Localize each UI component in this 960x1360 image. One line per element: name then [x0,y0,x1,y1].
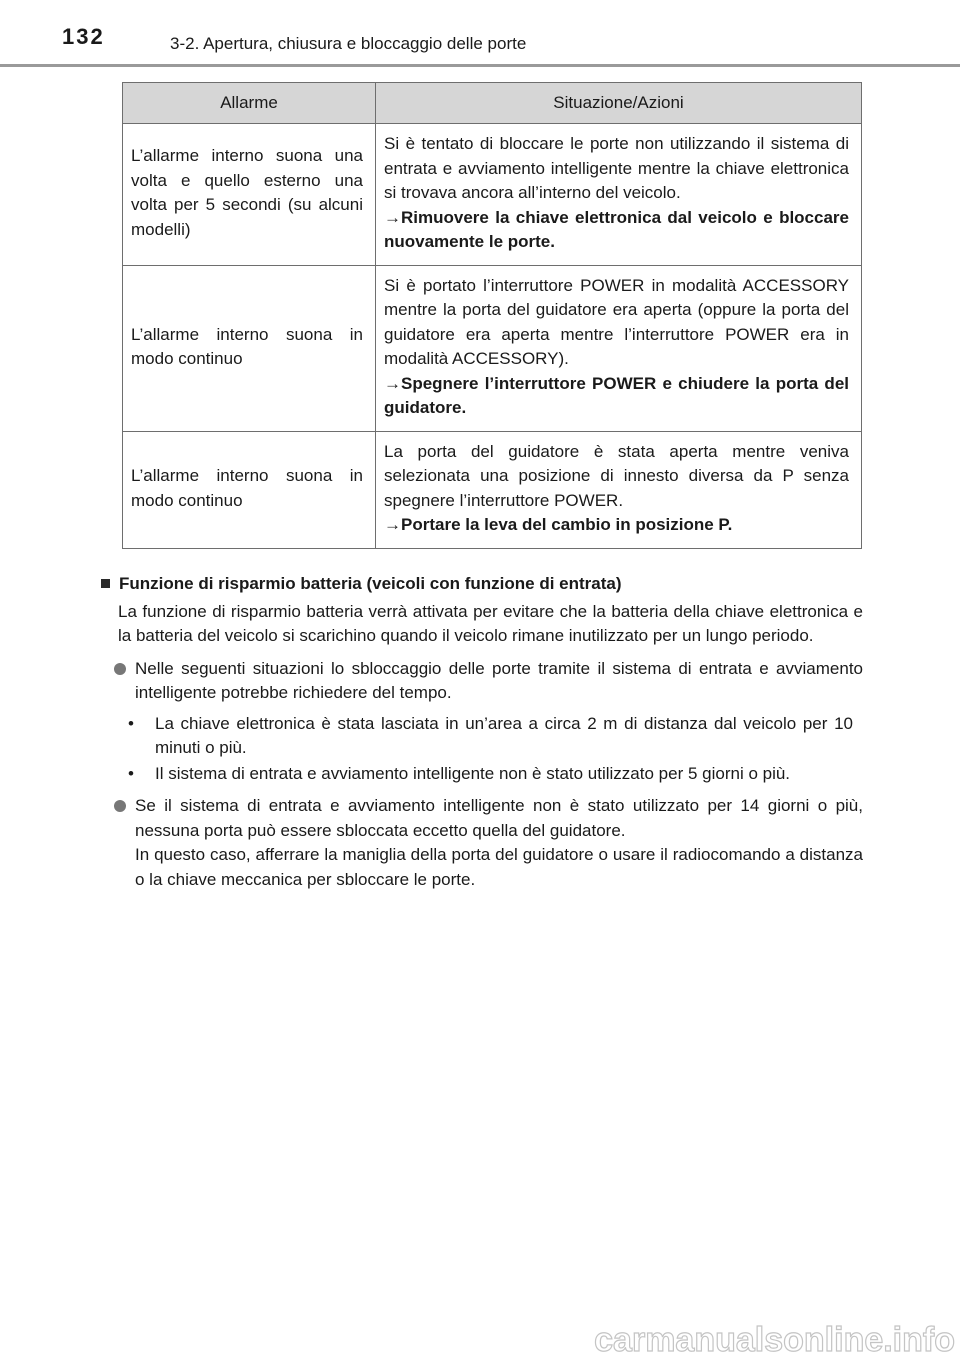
arrow-icon: → [384,207,401,227]
action-text [384,374,849,418]
situation-text: Si è tentato di bloccare le porte non utilizzando il sistema di entrata e avviamento intelligente mentre la chiave elettronica si trovava ancora all’interno del veicolo. [384,134,849,202]
list-item-text: Se il sistema di entrata e avviamento intelligente non è stato utilizzato per 14 giorni o più, nessuna porta può essere sbloccata eccetto quella del guidatore. [135,796,863,840]
table-row [123,265,862,431]
header-rule [0,64,960,67]
situation-cell [376,265,862,431]
list-item-text: Nelle seguenti situazioni lo sbloccaggio delle porte tramite il sistema di entrata e avviamento intelligente potrebbe richiedere del tempo. [135,658,863,702]
alarm-table [122,82,862,549]
sub-list-item [128,712,853,761]
action-label: Spegnere l’interruttore POWER e chiudere la porta del guidatore. [384,373,849,417]
action-text [384,208,849,252]
list-item-extra-text: In questo caso, afferrare la maniglia della porta del guidatore o usare il radiocomando a distanza o la chiave meccanica per sbloccare le porte. [135,845,863,889]
table-row [123,124,862,266]
alarm-cell: L’allarme interno suona in modo continuo [123,431,376,548]
page-header [0,0,960,68]
table-row [123,431,862,548]
section-intro: La funzione di risparmio batteria verrà attivata per evitare che la batteria della chiave elettronica e la batteria del veicolo si scarichino quando il veicolo rimane inutilizzato per un lungo periodo. [118,601,863,645]
action-label: Portare la leva del cambio in posizione P. [401,515,733,534]
circle-bullet-icon [114,800,126,812]
table-header-row [123,83,862,124]
watermark-text: carmanualsonline.info [594,1321,955,1359]
section-heading [97,572,863,597]
situation-text: La porta del guidatore è stata aperta mentre veniva selezionata una posizione di innesto diversa da P senza spegnere l’interruttore POWER. [384,441,849,510]
sub-list-item-text: La chiave elettronica è stata lasciata in un’area a circa 2 m di distanza dal veicolo per 10 minuti o più. [155,713,853,757]
column-header-situation: Situazione/Azioni [376,83,862,124]
arrow-icon: → [384,373,401,393]
column-header-alarm: Allarme [123,83,376,124]
square-bullet-icon [101,579,110,588]
dot-bullet-icon: • [128,763,134,783]
situation-text: Si è portato l’interruttore POWER in modalità ACCESSORY mentre la porta del guidatore era aperta (oppure la porta del guidatore era aperta mentre l’interruttore POWER era in modalità ACCESSORY). [384,275,849,368]
dot-bullet-icon: • [128,713,134,733]
arrow-icon: → [384,515,401,534]
sub-list-item [128,762,853,787]
situation-cell [376,124,862,266]
battery-saver-section [97,572,863,892]
list-item [135,794,863,892]
sub-list-item-text: Il sistema di entrata e avviamento intelligente non è stato utilizzato per 5 giorni o più. [155,763,791,783]
action-text [384,515,732,534]
page-number: 132 [62,24,105,49]
alarm-cell: L’allarme interno suona in modo continuo [123,265,376,431]
circle-bullet-icon [114,663,126,675]
alarm-cell: L’allarme interno suona una volta e quello esterno una volta per 5 secondi (su alcuni modelli) [123,124,376,266]
section-heading-text: Funzione di risparmio batteria (veicoli con funzione di entrata) [119,574,622,593]
list-item [135,657,863,706]
action-label: Rimuovere la chiave elettronica dal veicolo e bloccare nuovamente le porte. [384,207,849,251]
situation-cell [376,431,862,548]
section-title: 3-2. Apertura, chiusura e bloccaggio delle porte [170,34,527,53]
